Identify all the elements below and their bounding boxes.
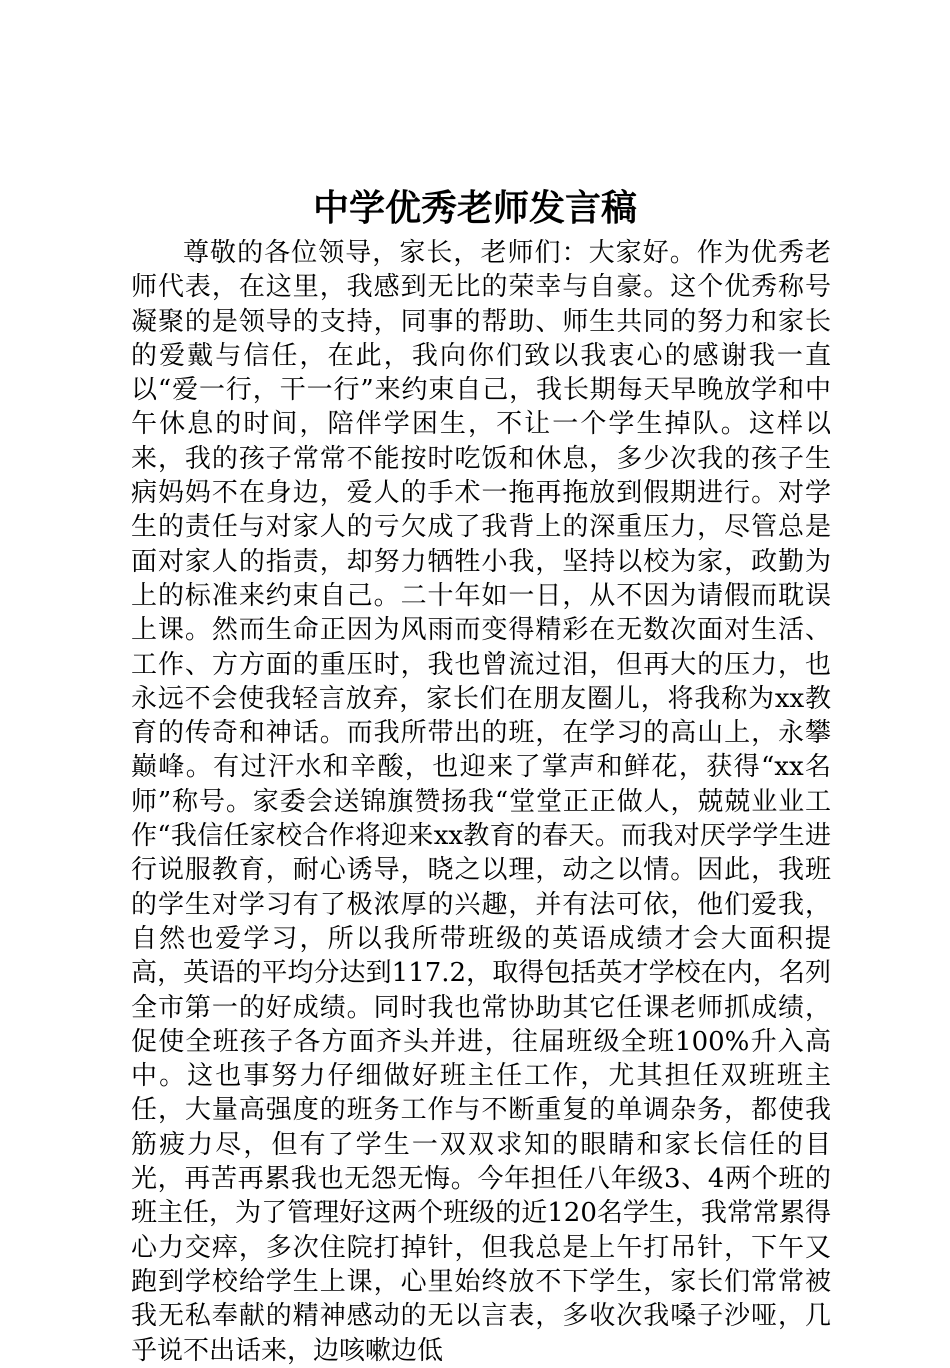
document-title: 中学优秀老师发言稿: [312, 188, 637, 229]
body-paragraph: 尊敬的各位领导，家长，老师们：大家好。作为优秀老师代表，在这里，我感到无比的荣幸与自豪。这个优秀称号凝聚的是领导的支持，同事的帮助、师生共同的努力和家长的爱戴与信任，在此，我向你们致以我衷心的感谢我一直以“爱一行，干一行”来约束自己，我长期每天早晚放学和中午休息的时间，陪伴学困生，不让一个学生掉队。这样以来，我的孩子常常不能按时吃饭和休息，多少次我的孩子生病妈妈不在身边，爱人的手术一拖再拖放到假期进行。对学生的责任与对家人的亏欠成了我背上的深重压力，尽管总是面对家人的指责，却努力牺牲小我，坚持以校为家，政勤为上的标准来约束自己。二十年如一日，从不因为请假而耽误上课。然而生命正因为风雨而变得精彩在无数次面对生活、工作、方方面的重压时，我也曾流过泪，但再大的压力，也永远不会使我轻言放弃，家长们在朋友圈儿，将我称为xx教育的传奇和神话。而我所带出的班，在学习的高山上，永攀巅峰。有过汗水和辛酸，也迎来了掌声和鲜花，获得“xx名师”称号。家委会送锦旗赞扬我“堂堂正正做人，兢兢业业工作“我信任家校合作将迎来xx教育的春天。而我对厌学学生进行说服教育，耐心诱导，晓之以理，动之以情。因此，我班的学生对学习有了极浓厚的兴趣，并有法可依，他们爱我，自然也爱学习，所以我所带班级的英语成绩才会大面积提高，英语的平均分达到117.2，取得包括英才学校在内，名列全市第一的好成绩。同时我也常协助其它任课老师抓成绩，促使全班孩子各方面齐头并进，往届班级全班100%升入高中。这也事努力仔细做好班主任工作，尤其担任双班班主任，大量高强度的班务工作与不断重复的单调杂务，都使我筋疲力尽，但有了学生一双双求知的眼睛和家长信任的目光，再苦再累我也无怨无悔。今年担任八年级3、4两个班的班主任，为了管理好这两个班级的近120名学生，我常常累得心力交瘁，多次住院打掉针，但我总是上午打吊针，下午又跑到学校给学生上课，心里始终放不下学生，家长们常常被我无私奉献的精神感动的无以言表，多收次我嗓子沙哑，几乎说不出话来，边咳嗽边低: [131, 238, 831, 1366]
